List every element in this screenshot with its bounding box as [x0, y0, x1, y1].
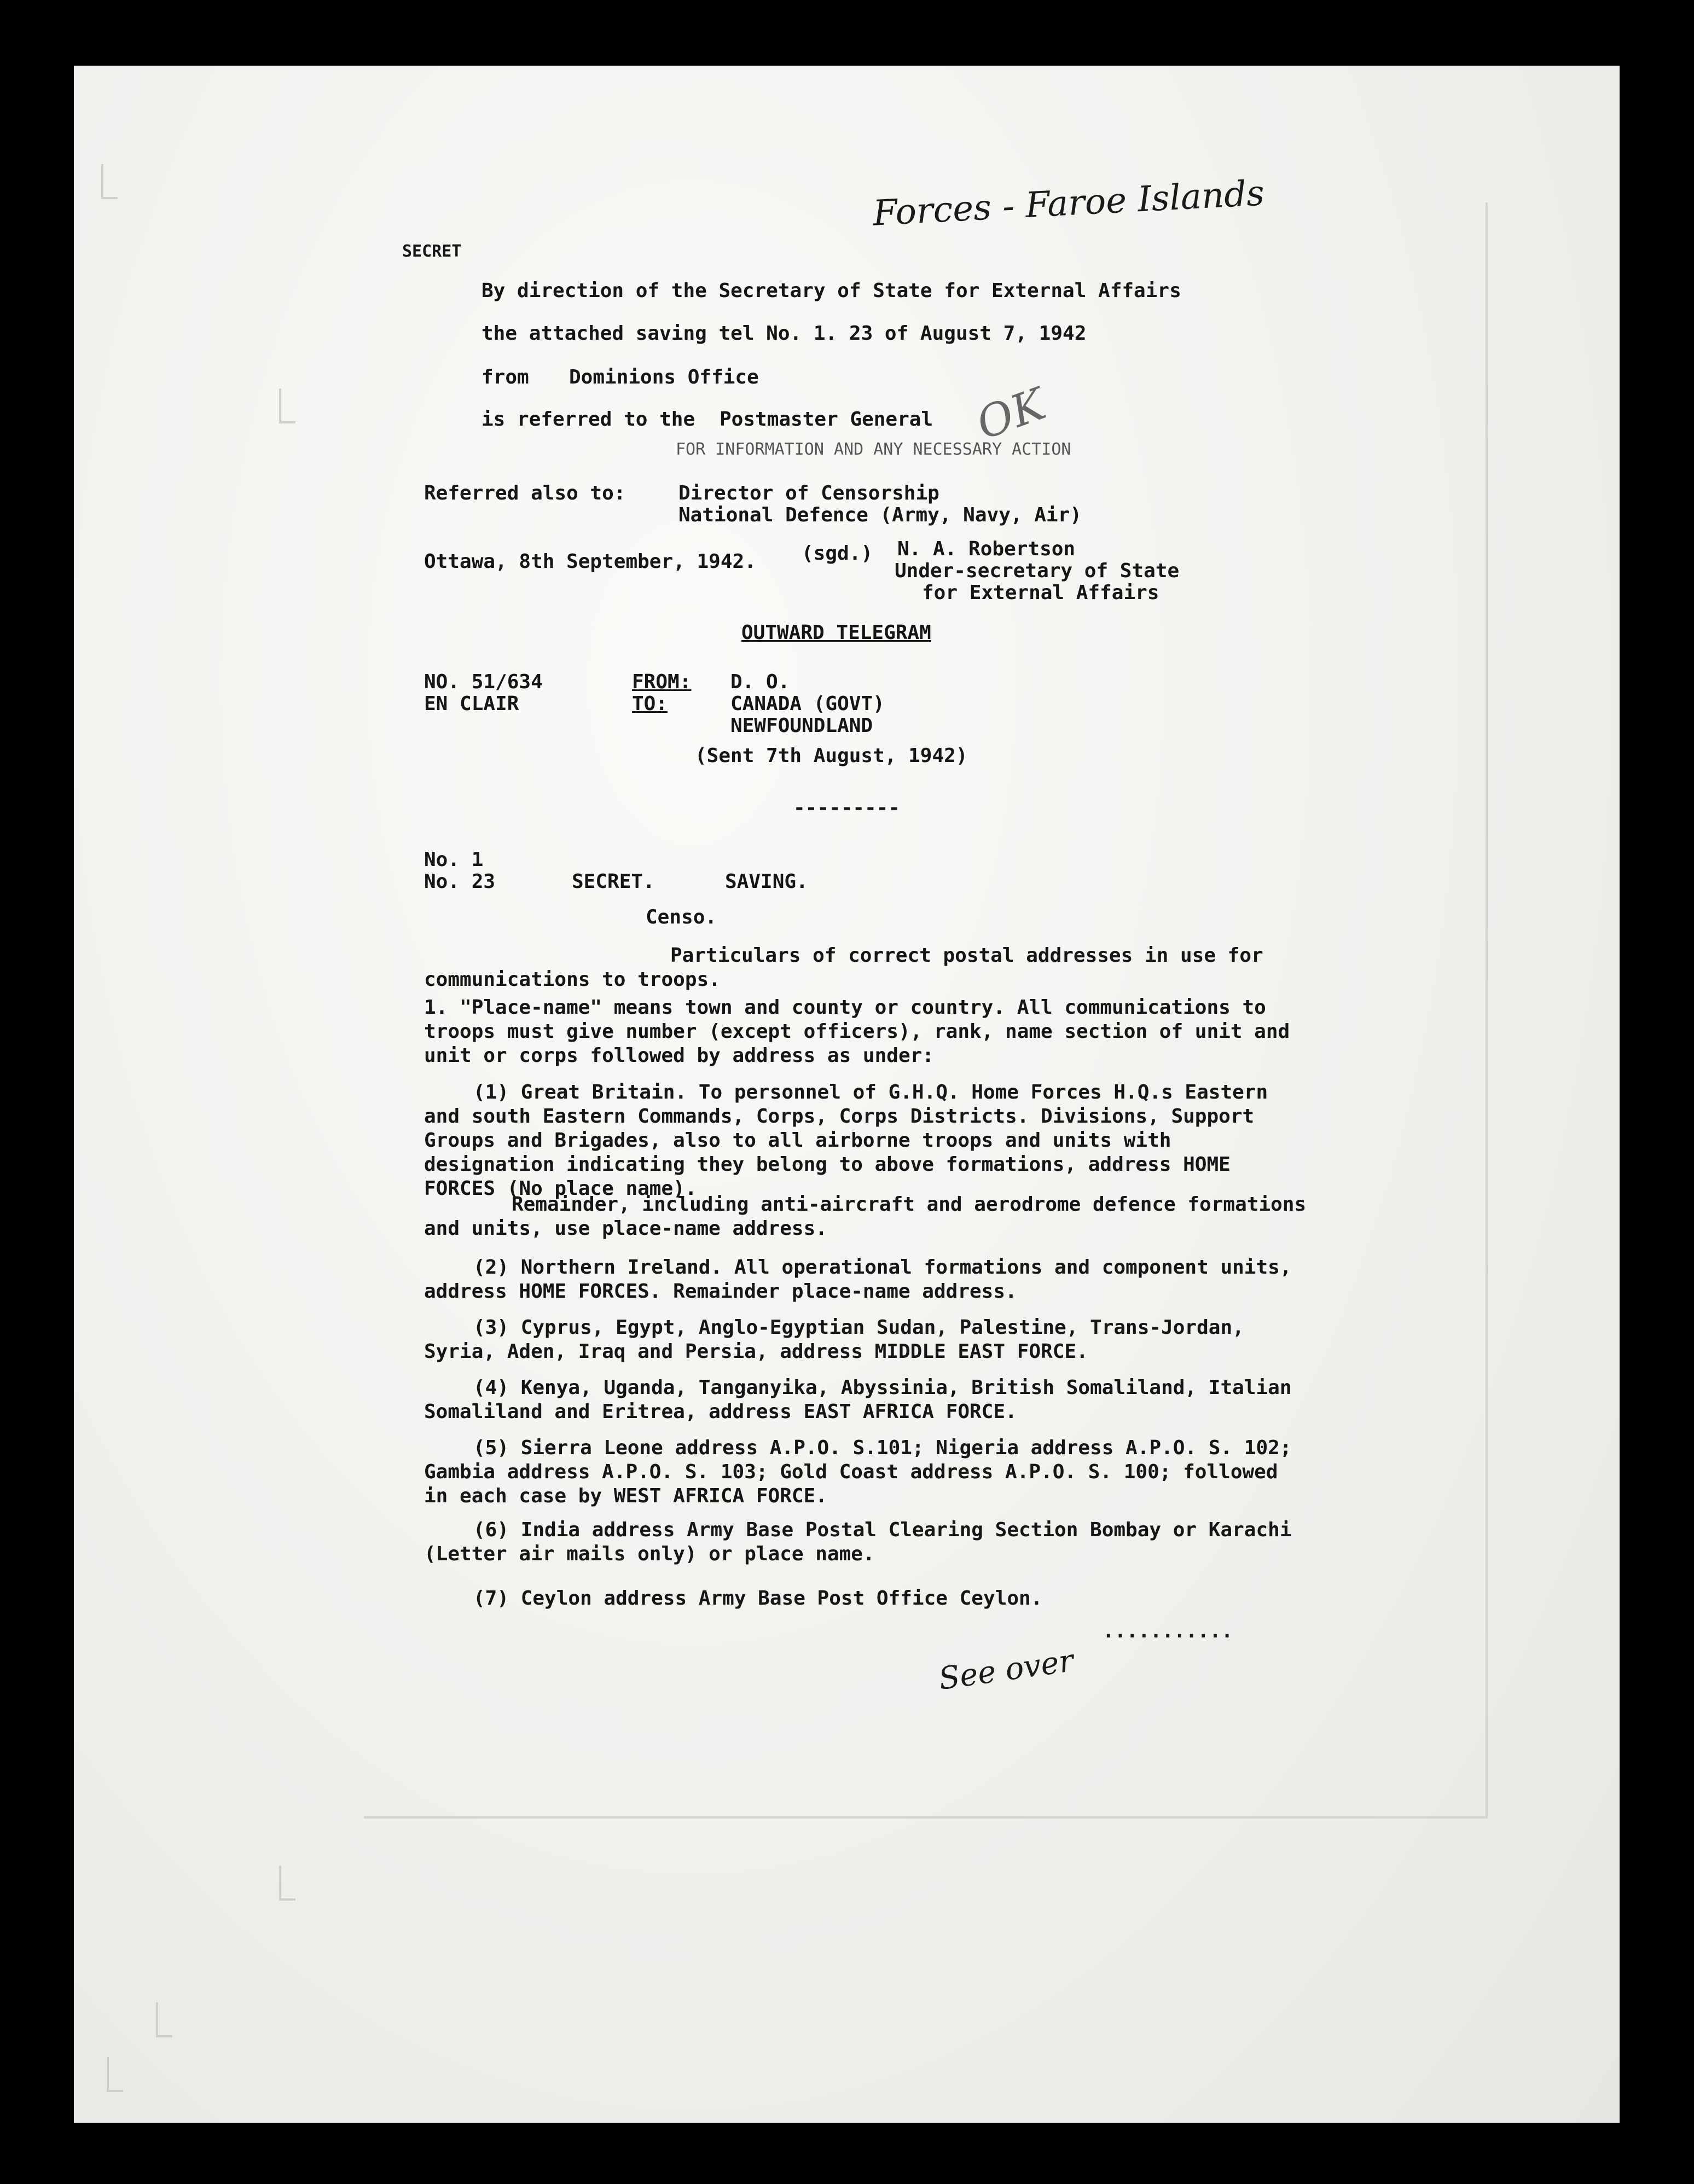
signatory-title-1: Under-secretary of State [895, 560, 1180, 582]
referral-line-1: By direction of the Secretary of State for External Affairs [481, 280, 1181, 302]
signatory-title-2: for External Affairs [922, 582, 1159, 604]
item-1: (1) Great Britain. To personnel of G.H.Q. Home Forces H.Q.s Eastern and south Eastern Commands, Corps, Corps Districts. Divisions, Support Groups and Brigades, also to all airborne troops and units with designation indicating they belong to above formations, address HOME FORCES (No place name). [424, 1081, 1268, 1200]
item-7: (7) Ceylon address Army Base Post Office Ceylon. [473, 1587, 1043, 1610]
telegram-heading: OUTWARD TELEGRAM [741, 621, 931, 644]
classification-label: SECRET [402, 242, 462, 261]
document-sheet [74, 66, 1620, 2123]
referred-also-1: Director of Censorship [678, 482, 939, 504]
telegram-mode: EN CLAIR [424, 693, 519, 715]
divider-line: --------- [793, 797, 901, 819]
telegram-no-1: No. 1 [424, 849, 484, 871]
item-2: (2) Northern Ireland. All operational formations and component units, address HOME FORCES. Remainder place-name address. [424, 1256, 1292, 1303]
intro-paragraph: Particulars of correct postal addresses in use for communications to troops. [424, 944, 1263, 991]
to-header: TO: [632, 693, 668, 715]
item-4: (4) Kenya, Uganda, Tanganyika, Abyssinia, British Somaliland, Italian Somaliland and Eritrea, address EAST AFRICA FORCE. [424, 1376, 1292, 1423]
film-corner-mark [107, 2057, 123, 2092]
referred-also-2: National Defence (Army, Navy, Air) [678, 504, 1082, 526]
telegram-to-2: NEWFOUNDLAND [730, 715, 873, 737]
referred-also-label: Referred also to: [424, 482, 626, 504]
from-header: FROM: [632, 671, 692, 693]
from-value: Dominions Office [569, 366, 759, 388]
item-3: (3) Cyprus, Egypt, Anglo-Egyptian Sudan, Palestine, Trans-Jordan, Syria, Aden, Iraq and Persia, address MIDDLE EAST FORCE. [424, 1316, 1244, 1363]
telegram-from: D. O. [730, 671, 790, 693]
paragraph-1: 1. "Place-name" means town and county or country. All communications to troops must give number (except officers), rank, name section of unit and unit or corps followed by address as under: [424, 996, 1290, 1067]
film-corner-mark [101, 164, 118, 199]
closing-dots: ........... [1103, 1620, 1233, 1642]
from-label: from [481, 366, 529, 388]
signed-mark: (sgd.) [802, 542, 873, 565]
telegram-no-23: No. 23 [424, 870, 496, 893]
referred-to-value: Postmaster General [720, 408, 933, 431]
item-5: (5) Sierra Leone address A.P.O. S.101; Nigeria address A.P.O. S. 102; Gambia address A.P.O. S. 103; Gold Coast address A.P.O. S. 100; followed in each case by WEST AFRICA FORCE. [424, 1437, 1292, 1507]
referred-to-label: is referred to the [481, 408, 695, 431]
handwritten-initials: OK [970, 378, 1052, 450]
film-corner-mark [279, 1866, 295, 1901]
referral-line-2: the attached saving tel No. 1. 23 of August 7, 1942 [481, 322, 1087, 345]
censo-label: Censo. [646, 906, 717, 928]
handwritten-top-note: Forces - Faroe Islands [872, 173, 1266, 234]
telegram-to-1: CANADA (GOVT) [730, 693, 885, 715]
action-stamp: FOR INFORMATION AND ANY NECESSARY ACTION [676, 440, 1071, 459]
secret-mark: SECRET. [572, 870, 655, 893]
item-1-remainder: Remainder, including anti-aircraft and aerodrome defence formations and units, use place-name address. [424, 1193, 1307, 1240]
item-6: (6) India address Army Base Postal Clearing Section Bombay or Karachi (Letter air mails only) or place name. [424, 1519, 1292, 1565]
handwritten-bottom-note: See over [936, 1643, 1076, 1697]
saving-mark: SAVING. [725, 870, 808, 893]
signatory-name: N. A. Robertson [897, 538, 1076, 560]
place-date: Ottawa, 8th September, 1942. [424, 550, 756, 573]
film-corner-mark [156, 2002, 172, 2037]
telegram-number: NO. 51/634 [424, 671, 543, 693]
film-corner-mark [279, 388, 295, 423]
sent-date: (Sent 7th August, 1942) [695, 745, 968, 767]
